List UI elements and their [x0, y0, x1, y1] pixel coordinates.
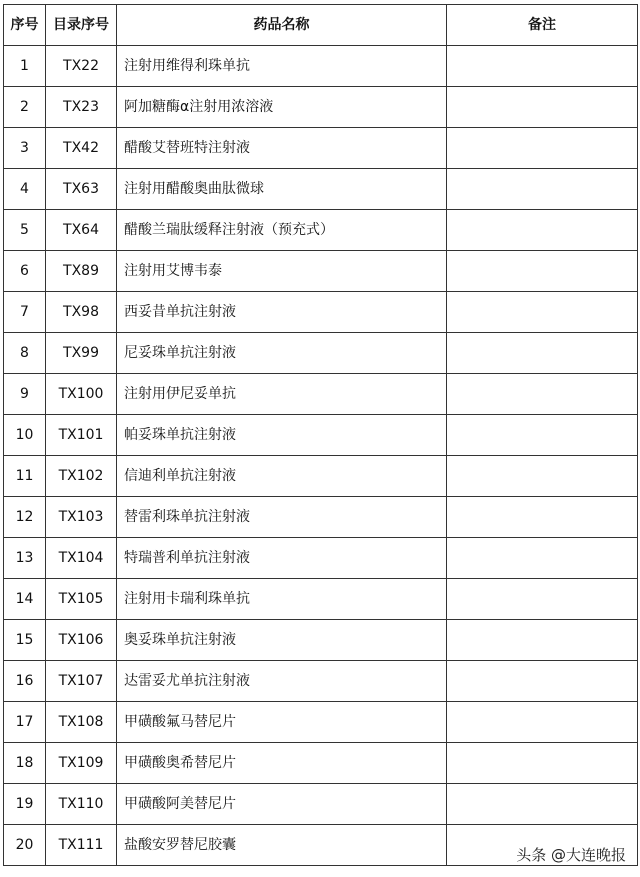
- drug-name-cell: 替雷利珠单抗注射液: [117, 497, 447, 538]
- drug-name-cell: 注射用卡瑞利珠单抗: [117, 579, 447, 620]
- serial-number-cell: 16: [4, 661, 46, 702]
- table-row: [4, 87, 638, 128]
- table-row: [4, 210, 638, 251]
- serial-number-cell: 4: [4, 169, 46, 210]
- drug-name-cell: 注射用艾博韦泰: [117, 251, 447, 292]
- drug-list-table: [3, 4, 638, 866]
- serial-number-cell: 10: [4, 415, 46, 456]
- table-row: [4, 128, 638, 169]
- table-row: [4, 620, 638, 661]
- serial-number-cell: 14: [4, 579, 46, 620]
- remarks-cell: [447, 46, 638, 87]
- remarks-cell: [447, 333, 638, 374]
- serial-number-cell: 1: [4, 46, 46, 87]
- table-row: [4, 46, 638, 87]
- table-header: [4, 5, 638, 46]
- remarks-cell: [447, 292, 638, 333]
- remarks-cell: [447, 620, 638, 661]
- drug-name-cell: 尼妥珠单抗注射液: [117, 333, 447, 374]
- header-catalog-number: 目录序号: [46, 5, 117, 46]
- table-row: [4, 374, 638, 415]
- header-row: [4, 5, 638, 46]
- serial-number-cell: 12: [4, 497, 46, 538]
- table-row: [4, 538, 638, 579]
- table-row: [4, 579, 638, 620]
- remarks-cell: [447, 210, 638, 251]
- catalog-number-cell: TX108: [46, 702, 117, 743]
- drug-name-cell: 特瑞普利单抗注射液: [117, 538, 447, 579]
- drug-name-cell: 奥妥珠单抗注射液: [117, 620, 447, 661]
- remarks-cell: [447, 743, 638, 784]
- remarks-cell: [447, 661, 638, 702]
- remarks-cell: [447, 374, 638, 415]
- table-row: [4, 702, 638, 743]
- drug-name-cell: 注射用伊尼妥单抗: [117, 374, 447, 415]
- catalog-number-cell: TX106: [46, 620, 117, 661]
- drug-name-cell: 盐酸安罗替尼胶囊: [117, 825, 447, 866]
- catalog-number-cell: TX110: [46, 784, 117, 825]
- catalog-number-cell: TX109: [46, 743, 117, 784]
- catalog-number-cell: TX111: [46, 825, 117, 866]
- remarks-cell: [447, 128, 638, 169]
- catalog-number-cell: TX99: [46, 333, 117, 374]
- remarks-cell: [447, 579, 638, 620]
- table-row: [4, 333, 638, 374]
- catalog-number-cell: TX22: [46, 46, 117, 87]
- header-serial-number: 序号: [4, 5, 46, 46]
- serial-number-cell: 19: [4, 784, 46, 825]
- drug-name-cell: 醋酸艾替班特注射液: [117, 128, 447, 169]
- table-row: [4, 661, 638, 702]
- remarks-cell: [447, 784, 638, 825]
- table-row: [4, 415, 638, 456]
- table-row: [4, 497, 638, 538]
- drug-name-cell: 帕妥珠单抗注射液: [117, 415, 447, 456]
- catalog-number-cell: TX42: [46, 128, 117, 169]
- header-remarks: 备注: [447, 5, 638, 46]
- table-row: [4, 292, 638, 333]
- table-row: [4, 743, 638, 784]
- serial-number-cell: 20: [4, 825, 46, 866]
- remarks-cell: [447, 497, 638, 538]
- serial-number-cell: 15: [4, 620, 46, 661]
- serial-number-cell: 8: [4, 333, 46, 374]
- drug-name-cell: 阿加糖酶α注射用浓溶液: [117, 87, 447, 128]
- remarks-cell: [447, 702, 638, 743]
- drug-name-cell: 达雷妥尤单抗注射液: [117, 661, 447, 702]
- catalog-number-cell: TX63: [46, 169, 117, 210]
- serial-number-cell: 7: [4, 292, 46, 333]
- serial-number-cell: 6: [4, 251, 46, 292]
- serial-number-cell: 3: [4, 128, 46, 169]
- drug-name-cell: 甲磺酸阿美替尼片: [117, 784, 447, 825]
- catalog-number-cell: TX105: [46, 579, 117, 620]
- remarks-cell: [447, 456, 638, 497]
- remarks-cell: [447, 415, 638, 456]
- table-row: [4, 251, 638, 292]
- catalog-number-cell: TX107: [46, 661, 117, 702]
- catalog-number-cell: TX104: [46, 538, 117, 579]
- remarks-cell: [447, 169, 638, 210]
- drug-name-cell: 甲磺酸氟马替尼片: [117, 702, 447, 743]
- catalog-number-cell: TX64: [46, 210, 117, 251]
- table-row: [4, 456, 638, 497]
- catalog-number-cell: TX103: [46, 497, 117, 538]
- drug-name-cell: 醋酸兰瑞肽缓释注射液（预充式）: [117, 210, 447, 251]
- table-row: [4, 784, 638, 825]
- table-body: [4, 46, 638, 866]
- serial-number-cell: 2: [4, 87, 46, 128]
- serial-number-cell: 17: [4, 702, 46, 743]
- serial-number-cell: 18: [4, 743, 46, 784]
- serial-number-cell: 11: [4, 456, 46, 497]
- table-row: [4, 169, 638, 210]
- catalog-number-cell: TX100: [46, 374, 117, 415]
- serial-number-cell: 9: [4, 374, 46, 415]
- watermark-label: 头条 @大连晚报: [516, 846, 626, 864]
- drug-name-cell: 信迪利单抗注射液: [117, 456, 447, 497]
- remarks-cell: [447, 251, 638, 292]
- catalog-number-cell: TX101: [46, 415, 117, 456]
- catalog-number-cell: TX23: [46, 87, 117, 128]
- catalog-number-cell: TX98: [46, 292, 117, 333]
- drug-name-cell: 西妥昔单抗注射液: [117, 292, 447, 333]
- header-drug-name: 药品名称: [117, 5, 447, 46]
- serial-number-cell: 5: [4, 210, 46, 251]
- drug-name-cell: 注射用维得利珠单抗: [117, 46, 447, 87]
- catalog-number-cell: TX89: [46, 251, 117, 292]
- remarks-cell: [447, 538, 638, 579]
- serial-number-cell: 13: [4, 538, 46, 579]
- catalog-number-cell: TX102: [46, 456, 117, 497]
- drug-name-cell: 注射用醋酸奥曲肽微球: [117, 169, 447, 210]
- drug-name-cell: 甲磺酸奥希替尼片: [117, 743, 447, 784]
- remarks-cell: [447, 87, 638, 128]
